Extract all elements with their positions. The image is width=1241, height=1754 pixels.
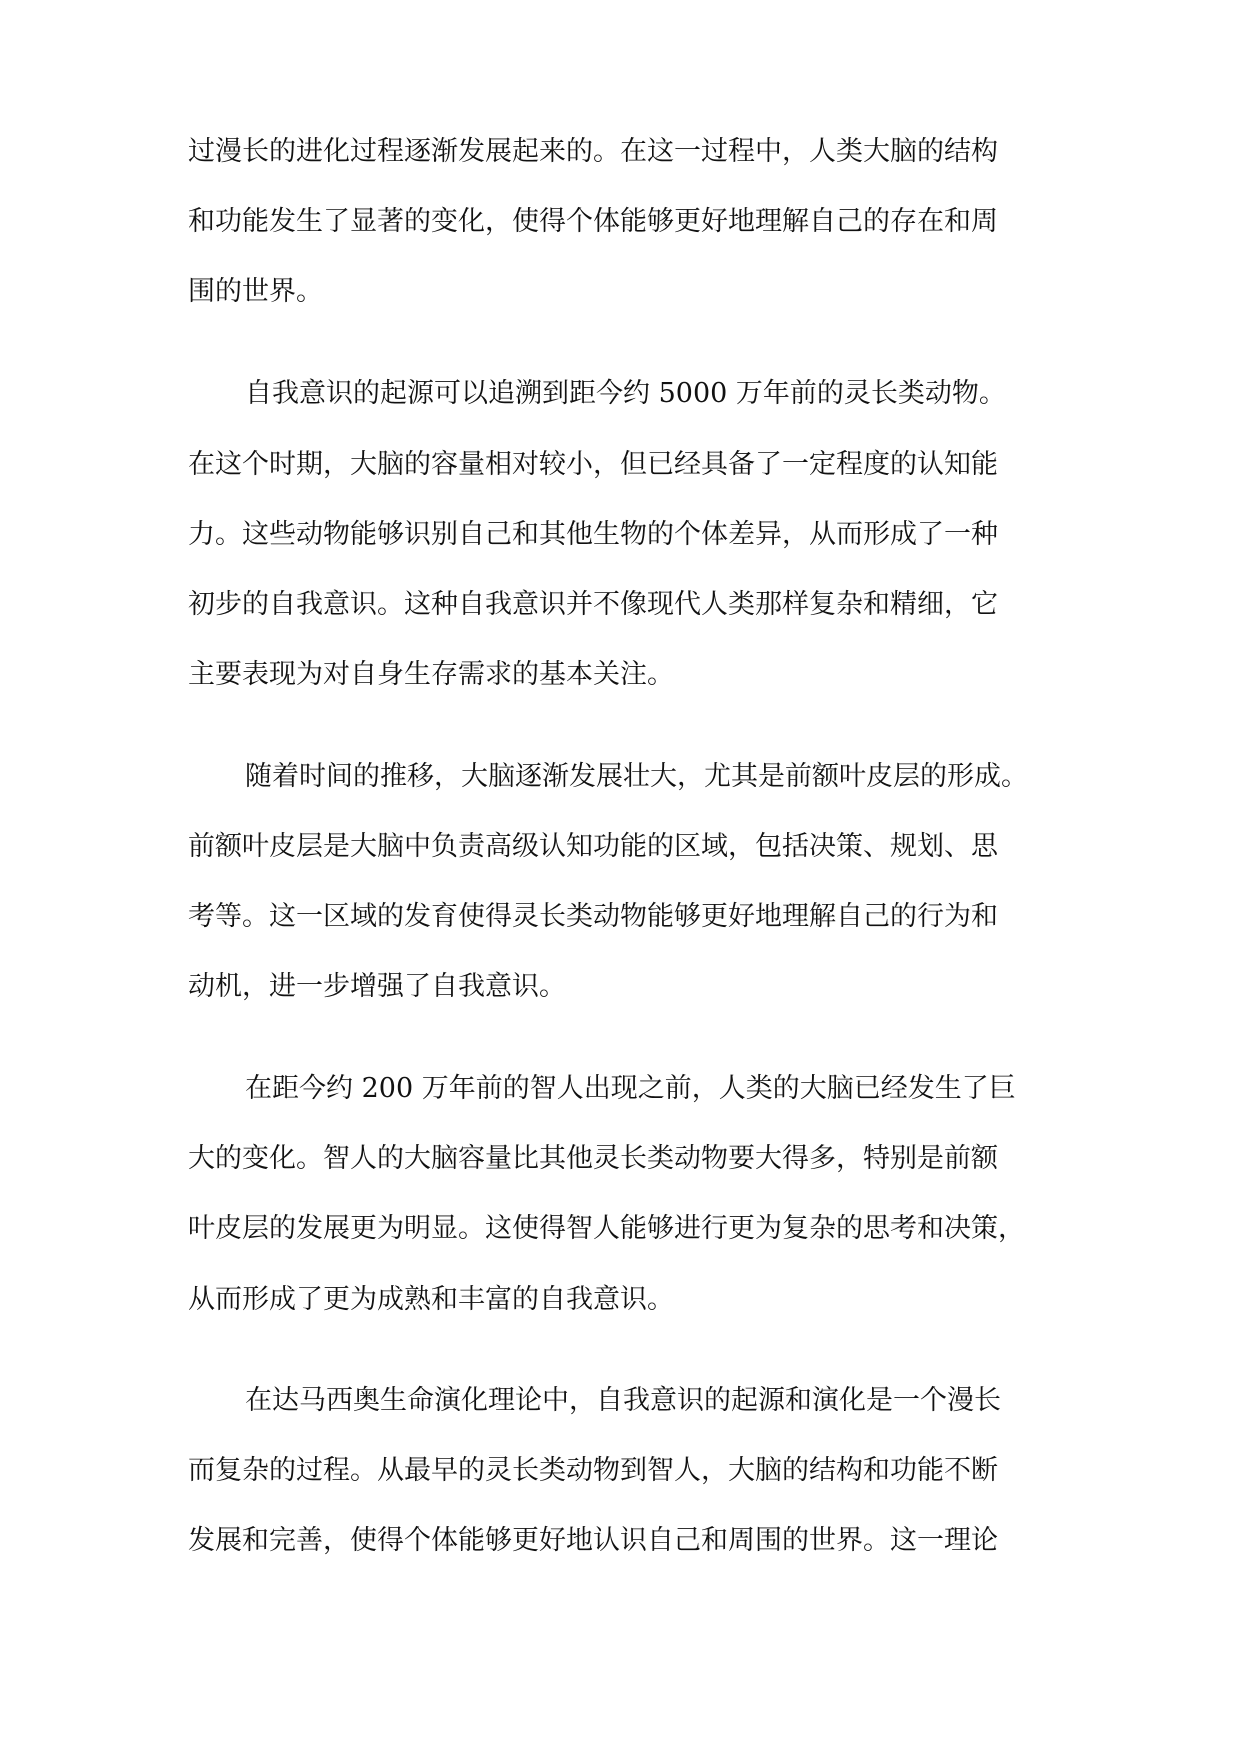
text-line: 发展和完善，使得个体能够更好地认识自己和周围的世界。这一理论 xyxy=(188,1525,998,1556)
text-line: 从而形成了更为成熟和丰富的自我意识。 xyxy=(188,1284,674,1315)
text-line: 初步的自我意识。这种自我意识并不像现代人类那样复杂和精细，它 xyxy=(188,589,998,620)
text-line: 自我意识的起源可以追溯到距今约 5000 万年前的灵长类动物。 xyxy=(245,378,1006,409)
text-line: 在距今约 200 万年前的智人出现之前，人类的大脑已经发生了巨 xyxy=(245,1073,1016,1104)
text-line: 围的世界。 xyxy=(188,276,323,307)
text-line: 在达马西奥生命演化理论中，自我意识的起源和演化是一个漫长 xyxy=(245,1385,1001,1416)
text-line: 力。这些动物能够识别自己和其他生物的个体差异，从而形成了一种 xyxy=(188,519,998,550)
text-line: 大的变化。智人的大脑容量比其他灵长类动物要大得多，特别是前额 xyxy=(188,1143,998,1174)
text-line: 过漫长的进化过程逐渐发展起来的。在这一过程中，人类大脑的结构 xyxy=(188,136,998,167)
text-line: 前额叶皮层是大脑中负责高级认知功能的区域，包括决策、规划、思 xyxy=(188,831,998,862)
text-line: 考等。这一区域的发育使得灵长类动物能够更好地理解自己的行为和 xyxy=(188,901,998,932)
text-line: 随着时间的推移，大脑逐渐发展壮大，尤其是前额叶皮层的形成。 xyxy=(245,761,1028,792)
text-line: 和功能发生了显著的变化，使得个体能够更好地理解自己的存在和周 xyxy=(188,206,998,237)
text-line: 在这个时期，大脑的容量相对较小，但已经具备了一定程度的认知能 xyxy=(188,449,998,480)
text-line: 主要表现为对自身生存需求的基本关注。 xyxy=(188,659,674,690)
text-line: 动机，进一步增强了自我意识。 xyxy=(188,971,566,1002)
text-line: 而复杂的过程。从最早的灵长类动物到智人，大脑的结构和功能不断 xyxy=(188,1455,998,1486)
text-line: 叶皮层的发展更为明显。这使得智人能够进行更为复杂的思考和决策， xyxy=(188,1213,1025,1244)
